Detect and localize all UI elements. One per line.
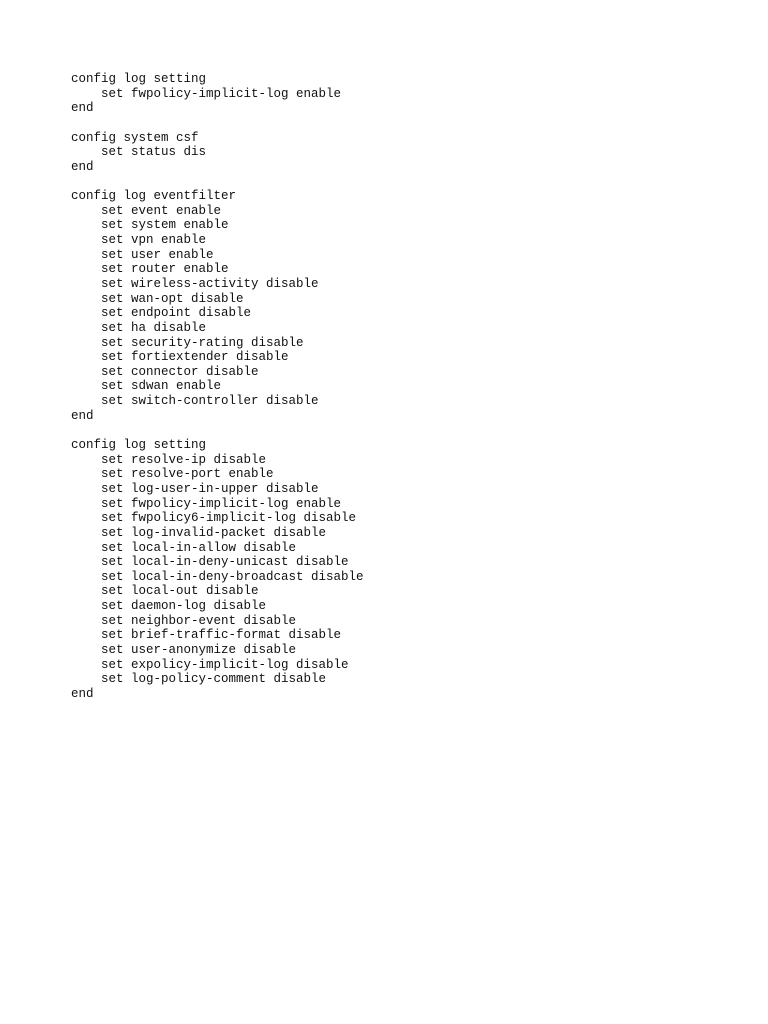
set-line: set local-in-deny-broadcast disable	[101, 569, 364, 584]
config-header: config system csf	[71, 130, 199, 145]
end-line: end	[71, 159, 94, 174]
set-line: set router enable	[101, 262, 229, 277]
config-block	[71, 438, 751, 702]
set-line: set fwpolicy6-implicit-log disable	[101, 511, 357, 526]
config-block	[71, 72, 751, 116]
set-line: set expolicy-implicit-log disable	[101, 657, 349, 672]
set-line: set system enable	[101, 218, 229, 233]
set-line: set fwpolicy-implicit-log enable	[101, 496, 342, 511]
set-line: set daemon-log disable	[101, 599, 267, 614]
set-line: set user-anonymize disable	[101, 642, 297, 657]
set-line: set user enable	[101, 247, 214, 262]
set-line: set fwpolicy-implicit-log enable	[101, 86, 342, 101]
end-line: end	[71, 408, 94, 423]
set-line: set ha disable	[101, 320, 207, 335]
set-line: set status dis	[101, 145, 207, 160]
set-line: set log-policy-comment disable	[101, 672, 327, 687]
blank-line	[71, 174, 751, 189]
end-line: end	[71, 101, 94, 116]
set-line: set resolve-port enable	[101, 467, 274, 482]
config-header: config log setting	[71, 72, 207, 86]
set-line: set resolve-ip disable	[101, 452, 267, 467]
set-line: set brief-traffic-format disable	[101, 628, 342, 643]
config-document	[71, 72, 751, 702]
set-line: set event enable	[101, 203, 222, 218]
set-line: set endpoint disable	[101, 306, 252, 321]
set-line: set local-out disable	[101, 584, 259, 599]
config-block	[71, 131, 751, 175]
set-line: set wan-opt disable	[101, 291, 244, 306]
set-line: set wireless-activity disable	[101, 276, 319, 291]
set-line: set sdwan enable	[101, 379, 222, 394]
set-line: set local-in-deny-unicast disable	[101, 555, 349, 570]
set-line: set log-user-in-upper disable	[101, 481, 319, 496]
set-line: set neighbor-event disable	[101, 613, 297, 628]
config-block	[71, 189, 751, 423]
config-header: config log eventfilter	[71, 189, 237, 204]
blank-line	[71, 423, 751, 438]
end-line: end	[71, 686, 94, 701]
config-header: config log setting	[71, 438, 207, 453]
set-line: set vpn enable	[101, 233, 207, 248]
set-line: set security-rating disable	[101, 335, 304, 350]
set-line: set local-in-allow disable	[101, 540, 297, 555]
set-line: set connector disable	[101, 364, 259, 379]
set-line: set switch-controller disable	[101, 394, 319, 409]
set-line: set fortiextender disable	[101, 350, 289, 365]
set-line: set log-invalid-packet disable	[101, 525, 327, 540]
blank-line	[71, 116, 751, 131]
